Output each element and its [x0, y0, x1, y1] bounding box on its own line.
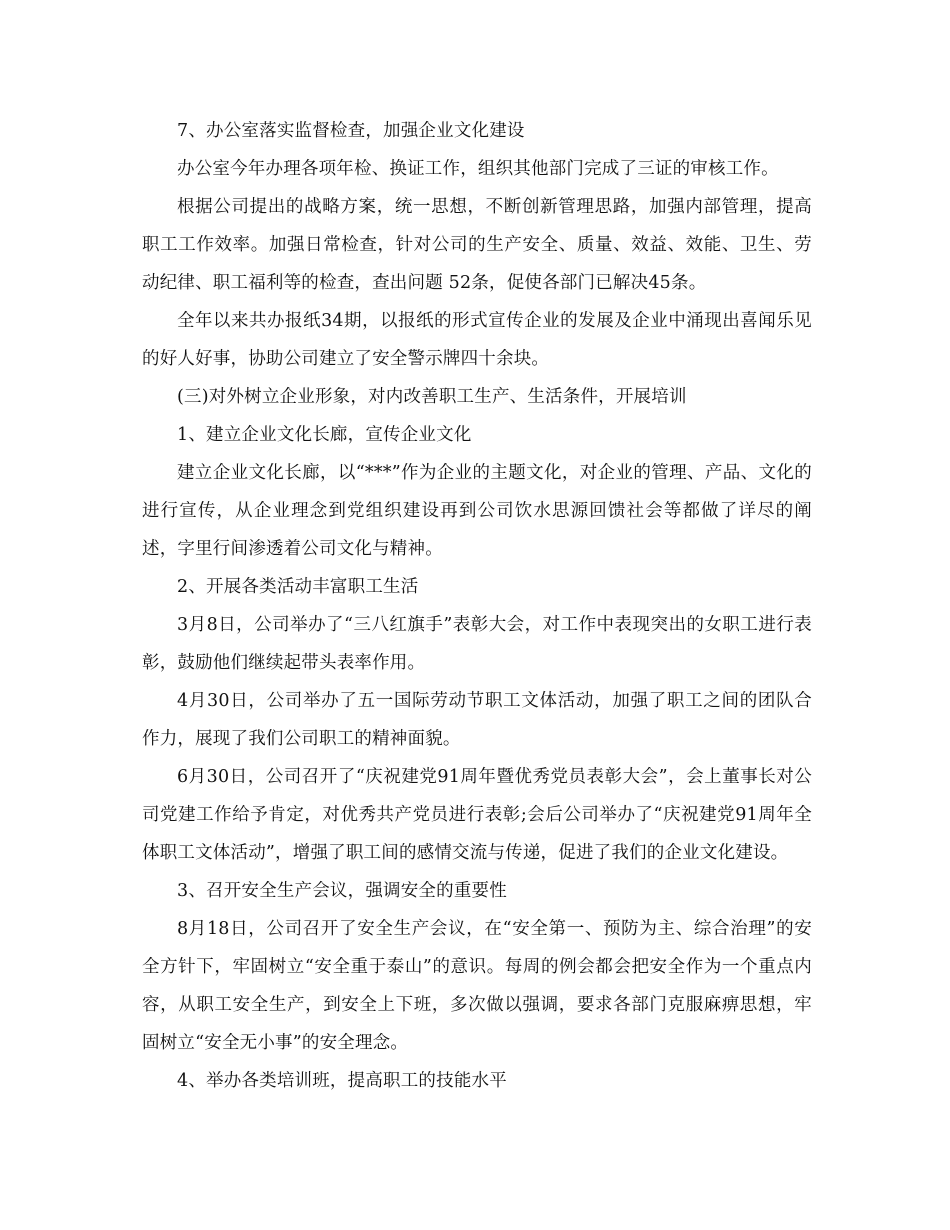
- paragraph-annual-inspection: 办公室今年办理各项年检、换证工作，组织其他部门完成了三证的审核工作。: [177, 159, 779, 179]
- paragraph-april-30: 4月30日，公司举办了五一国际劳动节职工文体活动，加强了职工之间的团队合作力，展现了我们公司职工的精神面貌。: [142, 691, 812, 749]
- paragraph-june-30: 6月30日，公司召开了“庆祝建党91周年暨优秀党员表彰大会”，会上董事长对公司党建工作给予肯定，对优秀共产党员进行表彰;会后公司举办了“庆祝建党91周年全体职工文体活动”，增强了职工间的感情交流与传递，促进了我们的企业文化建设。: [142, 767, 812, 863]
- subheading-safety-meeting: 3、召开安全生产会议，强调安全的重要性: [177, 881, 507, 901]
- paragraph-march-8: 3月8日，公司举办了“三八红旗手”表彰大会，对工作中表现突出的女职工进行表彰，鼓励他们继续起带头表率作用。: [142, 615, 812, 673]
- paragraph-newspaper: 全年以来共办报纸34期，以报纸的形式宣传企业的发展及企业中涌现出喜闻乐见的好人好事，协助公司建立了安全警示牌四十余块。: [142, 311, 812, 369]
- section-heading-external-image: (三)对外树立企业形象，对内改善职工生产、生活条件，开展培训: [177, 387, 687, 407]
- paragraph-august-18: 8月18日，公司召开了安全生产会议，在“安全第一、预防为主、综合治理”的安全方针下，牢固树立“安全重于泰山”的意识。每周的例会都会把安全作为一个重点内容，从职工安全生产，到安全上下班，多次做以强调，要求各部门克服麻痹思想，牢固树立“安全无小事”的安全理念。: [142, 919, 812, 1053]
- subheading-culture-gallery: 1、建立企业文化长廊，宣传企业文化: [177, 425, 472, 445]
- paragraph-strategy-management: 根据公司提出的战略方案，统一思想，不断创新管理思路，加强内部管理，提高职工工作效率。加强日常检查，针对公司的生产安全、质量、效益、效能、卫生、劳动纪律、职工福利等的检查，查出问题 52条，促使各部门已解决45条。: [142, 197, 812, 293]
- paragraph-culture-gallery: 建立企业文化长廊，以“***”作为企业的主题文化，对企业的管理、产品、文化的进行宣传，从企业理念到党组织建设再到公司饮水思源回馈社会等都做了详尽的阐述，字里行间渗透着公司文化与精神。: [142, 463, 812, 559]
- document-body: [142, 112, 812, 1100]
- section-heading-office-supervision: 7、办公室落实监督检查，加强企业文化建设: [177, 121, 525, 141]
- subheading-training: 4、举办各类培训班，提高职工的技能水平: [177, 1071, 507, 1091]
- subheading-staff-activities: 2、开展各类活动丰富职工生活: [177, 577, 419, 597]
